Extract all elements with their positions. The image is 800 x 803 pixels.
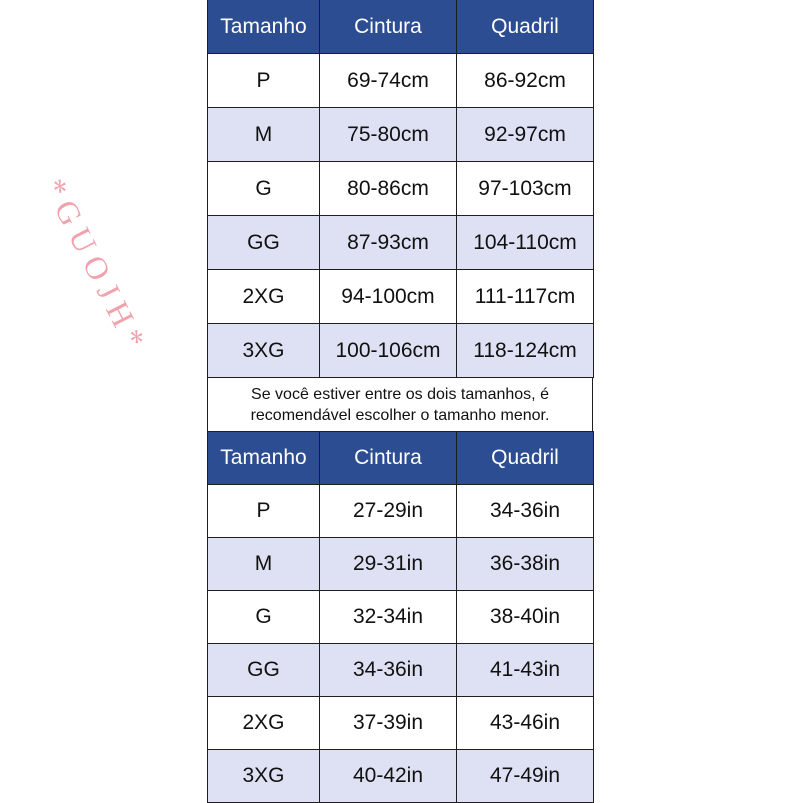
hip-cell: 36-38in: [457, 538, 594, 591]
size-cell: G: [208, 591, 320, 644]
watermark-text: *GUOJH*: [36, 172, 157, 361]
header-size: Tamanho: [208, 432, 320, 485]
size-table-in: [207, 431, 594, 803]
table-row: [208, 162, 594, 216]
size-cell: P: [208, 485, 320, 538]
note-line-2: recomendável escolher o tamanho menor.: [250, 406, 550, 424]
size-cell: GG: [208, 644, 320, 697]
size-cell: 2XG: [208, 270, 320, 324]
hip-cell: 97-103cm: [457, 162, 594, 216]
hip-cell: 47-49in: [457, 750, 594, 803]
table-header-row: [208, 432, 594, 485]
table-row: [208, 591, 594, 644]
size-chart: [207, 0, 593, 803]
header-waist: Cintura: [320, 432, 457, 485]
note-line-1: Se você estiver entre os dois tamanhos, é: [251, 385, 549, 403]
waist-cell: 75-80cm: [320, 108, 457, 162]
waist-cell: 40-42in: [320, 750, 457, 803]
waist-cell: 69-74cm: [320, 54, 457, 108]
size-cell: G: [208, 162, 320, 216]
size-table-cm: [207, 0, 594, 378]
header-waist: Cintura: [320, 0, 457, 54]
size-cell: P: [208, 54, 320, 108]
waist-cell: 29-31in: [320, 538, 457, 591]
hip-cell: 118-124cm: [457, 324, 594, 378]
waist-cell: 32-34in: [320, 591, 457, 644]
waist-cell: 100-106cm: [320, 324, 457, 378]
hip-cell: 41-43in: [457, 644, 594, 697]
hip-cell: 92-97cm: [457, 108, 594, 162]
size-cell: 2XG: [208, 697, 320, 750]
waist-cell: 87-93cm: [320, 216, 457, 270]
table-row: [208, 644, 594, 697]
hip-cell: 86-92cm: [457, 54, 594, 108]
hip-cell: 104-110cm: [457, 216, 594, 270]
waist-cell: 94-100cm: [320, 270, 457, 324]
table-row: [208, 485, 594, 538]
waist-cell: 37-39in: [320, 697, 457, 750]
table-header-row: [208, 0, 594, 54]
hip-cell: 111-117cm: [457, 270, 594, 324]
size-cell: 3XG: [208, 324, 320, 378]
table-row: [208, 324, 594, 378]
waist-cell: 34-36in: [320, 644, 457, 697]
hip-cell: 38-40in: [457, 591, 594, 644]
table-row: [208, 216, 594, 270]
hip-cell: 34-36in: [457, 485, 594, 538]
hip-cell: 43-46in: [457, 697, 594, 750]
header-hip: Quadril: [457, 432, 594, 485]
table-row: [208, 538, 594, 591]
waist-cell: 27-29in: [320, 485, 457, 538]
size-cell: M: [208, 538, 320, 591]
header-hip: Quadril: [457, 0, 594, 54]
table-row: [208, 54, 594, 108]
size-cell: 3XG: [208, 750, 320, 803]
header-size: Tamanho: [208, 0, 320, 54]
size-cell: GG: [208, 216, 320, 270]
table-row: [208, 750, 594, 803]
table-row: [208, 270, 594, 324]
size-cell: M: [208, 108, 320, 162]
table-row: [208, 697, 594, 750]
waist-cell: 80-86cm: [320, 162, 457, 216]
table-row: [208, 108, 594, 162]
size-note: [207, 378, 593, 431]
